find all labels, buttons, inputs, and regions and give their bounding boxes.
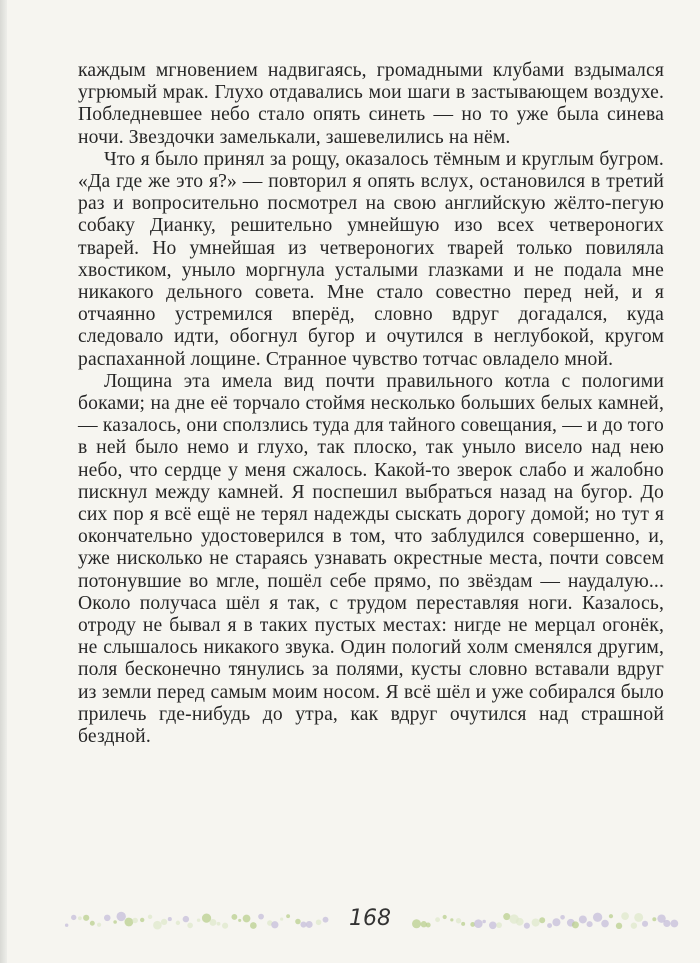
decorative-dots-right — [410, 910, 680, 932]
decorative-dot — [271, 921, 278, 928]
decorative-dot — [579, 915, 587, 923]
decorative-dot — [153, 921, 162, 930]
decorative-dot — [489, 921, 497, 929]
decorative-dot — [148, 915, 152, 919]
decorative-dot — [323, 917, 329, 923]
decorative-dot — [539, 917, 545, 923]
decorative-dot — [168, 917, 172, 921]
decorative-dot — [295, 919, 300, 924]
decorative-dot — [306, 921, 313, 928]
paragraph-hollow: Лощина эта имела вид почти правильного котла с пологими боками; на дне её торчало стоймя несколько больших белых камней, — казалось, они сползлись туда для тайного совещания, — и до того в ней было немо и глухо, так плоско, так уныло висело над нею небо, что сердце у меня сжалось. Какой-то зверок слабо и жалобно пискнул между камней. Я поспешил выбраться назад на бугор. До сих пор я всё ещё не терял надежды сыскать дорогу домой; но тут я окончательно удостоверился в том, что заблудился совершенно, и, уже нисколько не стараясь узнавать окрестные места, почти совсем потонувшие во мгле, пошёл себе прямо, по звёздам — наудалую... Около получаса шёл я так, с трудом переставляя ноги. Казалось, отроду не бывал я в таких пустых местах: нигде не мерцал огонёк, не слышалось никакого звука. Один пологий холм сменялся другим, поля бесконечно тянулись за полями, кусты словно вставали вдруг из земли перед самым моим носом. Я всё шёл и уже собирался было прилечь где-нибудь до утра, как вдруг очутился над страшной бездной. — [78, 370, 664, 748]
decorative-dot — [243, 915, 251, 923]
decorative-dot — [280, 918, 283, 921]
decorative-dot — [117, 912, 126, 921]
decorative-dot — [560, 915, 565, 920]
decorative-dot — [552, 918, 560, 926]
paragraph-continuation: каждым мгновением надвигаясь, громадными клубами вздымался угрюмый мрак. Глухо отдавались мои шаги в застывающем воздухе. Побледневшее небо стало опять синеть — но то уже была синева ночи. Звездочки замелькали, зашевелились на нём. — [78, 60, 664, 148]
decorative-dot — [547, 923, 552, 928]
decorative-dot — [83, 915, 89, 921]
decorative-dots-left — [60, 910, 330, 932]
decorative-dot — [642, 921, 648, 927]
decorative-dot — [161, 919, 167, 925]
decorative-dot — [78, 916, 82, 920]
decorative-dot — [300, 922, 306, 928]
decorative-dot — [97, 923, 101, 927]
decorative-dot — [621, 912, 629, 920]
decorative-dot — [250, 922, 257, 929]
decorative-dot — [572, 921, 579, 928]
decorative-dot — [516, 918, 524, 926]
decorative-dot — [524, 923, 530, 929]
book-page-text — [78, 60, 664, 748]
decorative-dot — [456, 918, 461, 923]
decorative-dot — [663, 920, 670, 927]
decorative-dot — [496, 922, 502, 928]
decorative-dot — [652, 917, 656, 921]
decorative-dot — [176, 921, 180, 925]
decorative-dot — [412, 919, 421, 928]
page-footer — [60, 900, 680, 940]
paragraph-grove: Что я было принял за рощу, оказалось тёмным и круглым бугром. «Да где же это я?» — повторил я опять вслух, остановился в третий раз и вопросительно посмотрел на свою английскую жёлто-пегую собаку Дианку, решительно умнейшую изо всех четвероногих тварей. Но умнейшая из четвероногих тварей только повиляла хвостиком, уныло моргнула усталыми глазками и не подала мне никакого дельного совета. Мне стало совестно перед ней, и я отчаянно устремился вперёд, словно вдруг догадался, куда следовало идти, обогнул бугор и очутился в неглубокой, кругом распаханной лощине. Странное чувство тотчас овладело мной. — [78, 148, 664, 370]
decorative-dot — [443, 915, 447, 919]
decorative-dot — [634, 913, 643, 922]
decorative-dot — [71, 915, 76, 920]
decorative-dot — [222, 923, 228, 929]
decorative-dot — [113, 920, 117, 924]
decorative-dot — [482, 920, 485, 923]
decorative-dot — [258, 914, 264, 920]
decorative-dot — [65, 923, 68, 926]
decorative-dot — [316, 919, 322, 925]
decorative-dot — [426, 923, 431, 928]
decorative-dot — [616, 923, 622, 929]
decorative-dot — [532, 918, 540, 926]
decorative-dot — [197, 918, 200, 921]
decorative-dot — [104, 915, 111, 922]
decorative-dot — [90, 921, 95, 926]
decorative-dot — [140, 918, 144, 922]
decorative-dot — [474, 919, 483, 928]
page-number: 168 — [349, 906, 391, 931]
decorative-dot — [450, 918, 453, 921]
decorative-dot — [124, 918, 133, 927]
decorative-dot — [435, 917, 440, 922]
decorative-dot — [132, 918, 137, 923]
page-edge-shadow — [0, 0, 7, 963]
decorative-dot — [217, 922, 221, 926]
decorative-dot — [461, 922, 465, 926]
decorative-dot — [593, 913, 602, 922]
decorative-dot — [587, 921, 593, 927]
decorative-dot — [670, 920, 678, 928]
decorative-dot — [238, 919, 241, 922]
decorative-dot — [187, 923, 193, 929]
decorative-dot — [286, 914, 290, 918]
decorative-dot — [609, 914, 613, 918]
decorative-dot — [601, 920, 609, 928]
decorative-dot — [631, 922, 637, 928]
decorative-dot — [231, 914, 237, 920]
decorative-dot — [183, 916, 189, 922]
decorative-dot — [503, 913, 510, 920]
decorative-dot — [210, 919, 217, 926]
